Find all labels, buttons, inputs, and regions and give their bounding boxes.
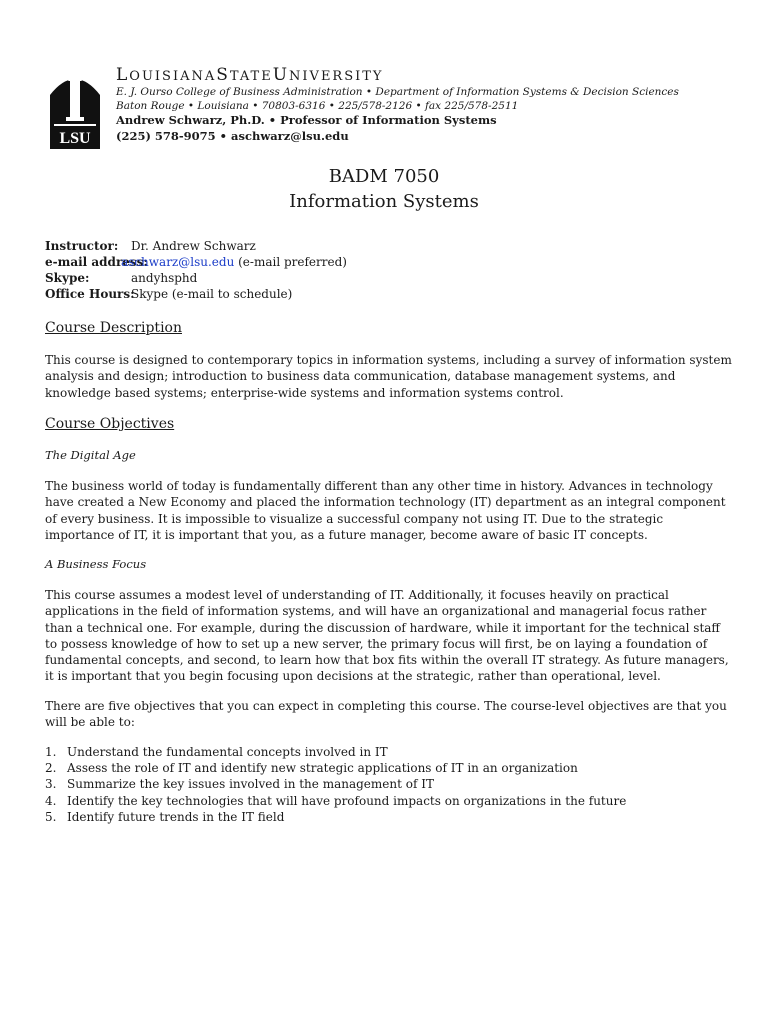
objectives-intro-text: There are five objectives that you can expect in completing this course. The course-level objectives are that you will be able to: bbox=[45, 699, 727, 730]
email-label: e-mail address: bbox=[45, 255, 148, 269]
person-line: Andrew Schwarz, Ph.D. • Professor of Information Systems bbox=[116, 113, 497, 127]
university-name: LOUISIANASTATEUNIVERSITY bbox=[116, 65, 384, 85]
list-item: 4. Identify the key technologies that will have profound impacts on organizations in the future bbox=[45, 793, 627, 808]
digital-age-text: The business world of today is fundamentally different than any other time in history. Advances in technology have created a New Economy and placed the information technology (IT) department as an integral component of every business. It is impossible to visualize a successful company not using IT. Due to the strategic importance of IT, it is important that you, as a future manager, become aware of basic IT concepts. bbox=[45, 479, 726, 542]
email-value bbox=[121, 255, 347, 269]
instructor-value: Dr. Andrew Schwarz bbox=[131, 239, 256, 253]
course-objectives-heading: Course Objectives bbox=[45, 416, 175, 432]
list-item: 5. Identify future trends in the IT field bbox=[45, 809, 285, 824]
list-item: 3. Summarize the key issues involved in the management of IT bbox=[45, 777, 434, 792]
instructor-label: Instructor: bbox=[45, 239, 119, 253]
business-focus-heading: A Business Focus bbox=[45, 557, 147, 571]
office-hours-value: Skype (e-mail to schedule) bbox=[131, 287, 293, 301]
course-description-text: This course is designed to contemporary topics in information systems, including a survey of information system analysis and design; introduction to business data communication, database management systems, and knowledge based systems; enterprise-wide systems and information systems control. bbox=[45, 353, 732, 400]
lsu-logo bbox=[48, 67, 102, 149]
office-hours-label: Office Hours: bbox=[45, 287, 135, 301]
email-note: (e-mail preferred) bbox=[234, 255, 347, 269]
course-description-heading: Course Description bbox=[45, 320, 182, 336]
skype-label: Skype: bbox=[45, 271, 90, 285]
skype-value: andyhsphd bbox=[131, 271, 198, 285]
college-line: E. J. Ourso College of Business Administration • Department of Information Systems & Decision Sciences bbox=[116, 86, 679, 98]
email-link[interactable]: aschwarz@lsu.edu bbox=[121, 255, 235, 269]
contact-line: (225) 578-9075 • aschwarz@lsu.edu bbox=[116, 129, 349, 143]
digital-age-heading: The Digital Age bbox=[45, 448, 136, 462]
course-code: BADM 7050 bbox=[328, 166, 440, 187]
list-item: 2. Assess the role of IT and identify new strategic applications of IT in an organization bbox=[45, 761, 578, 776]
list-item: 1. Understand the fundamental concepts involved in IT bbox=[45, 745, 388, 759]
business-focus-text: This course assumes a modest level of understanding of IT. Additionally, it focuses heavily on practical applications in the field of information systems, and will have an organizational and managerial focus rather than a technical one. For example, during the discussion of hardware, while it important for the technical staff to possess knowledge of how to set up a new server, the primary focus will first, be on laying a foundation of fundamental concepts, and second, to learn how that box fits within the overall IT strategy. As future managers, it is important that you begin focusing upon decisions at the strategic, rather than operational, level. bbox=[45, 588, 729, 684]
course-name: Information Systems bbox=[289, 191, 479, 212]
objectives-list bbox=[45, 744, 735, 825]
logo-text: LSU bbox=[59, 130, 91, 147]
address-line: Baton Rouge • Louisiana • 70803-6316 • 225/578-2126 • fax 225/578-2511 bbox=[116, 100, 519, 112]
